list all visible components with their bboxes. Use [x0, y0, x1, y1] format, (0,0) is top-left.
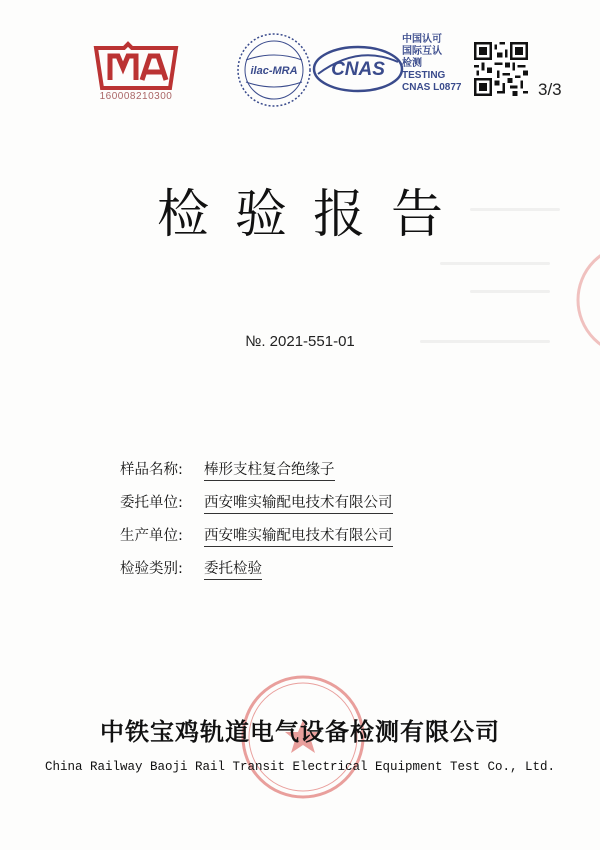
- field-label: 样品名称:: [120, 462, 183, 478]
- cnas-line: 中国认可: [402, 34, 442, 45]
- qr-code: [474, 42, 528, 96]
- cnas-line: 检测: [402, 58, 422, 69]
- cnas-line: CNAS L0877: [402, 82, 462, 93]
- field-manufacturer: [120, 524, 393, 557]
- field-value: 西安唯实输配电技术有限公司: [204, 491, 393, 514]
- field-label: 生产单位:: [120, 528, 183, 544]
- field-client: [120, 491, 393, 524]
- field-value: 西安唯实输配电技术有限公司: [204, 524, 393, 547]
- ilac-mra-logo: [234, 30, 314, 110]
- bleed-through-mark: [470, 290, 550, 293]
- company-name-cn: 中铁宝鸡轨道电气设备检测有限公司: [100, 718, 500, 746]
- report-fields: [120, 458, 393, 590]
- cnas-logo-text: CNAS: [331, 59, 385, 80]
- field-inspection-type: [120, 557, 393, 590]
- report-number: №. 2021-551-01: [245, 333, 355, 350]
- cnas-line: 国际互认: [402, 46, 442, 57]
- cnas-logo: [312, 44, 404, 94]
- ma-certificate-code: 160008210300: [99, 91, 173, 102]
- field-value: 委托检验: [204, 557, 262, 580]
- ilac-logo-text: ilac-MRA: [250, 65, 298, 77]
- bleed-through-mark: [440, 262, 550, 265]
- cnas-accreditation-text: [402, 34, 482, 94]
- field-label: 委托单位:: [120, 495, 183, 511]
- report-title: 检验报告: [156, 185, 469, 245]
- company-name-en: China Railway Baoji Rail Transit Electrical Equipment Test Co., Ltd.: [44, 760, 556, 774]
- field-sample-name: [120, 458, 393, 491]
- field-value: 棒形支柱复合绝缘子: [204, 458, 335, 481]
- page-indicator: 3/3: [538, 80, 562, 99]
- cnas-line: TESTING: [402, 70, 446, 81]
- field-label: 检验类别:: [120, 561, 183, 577]
- partial-seal: [573, 240, 600, 360]
